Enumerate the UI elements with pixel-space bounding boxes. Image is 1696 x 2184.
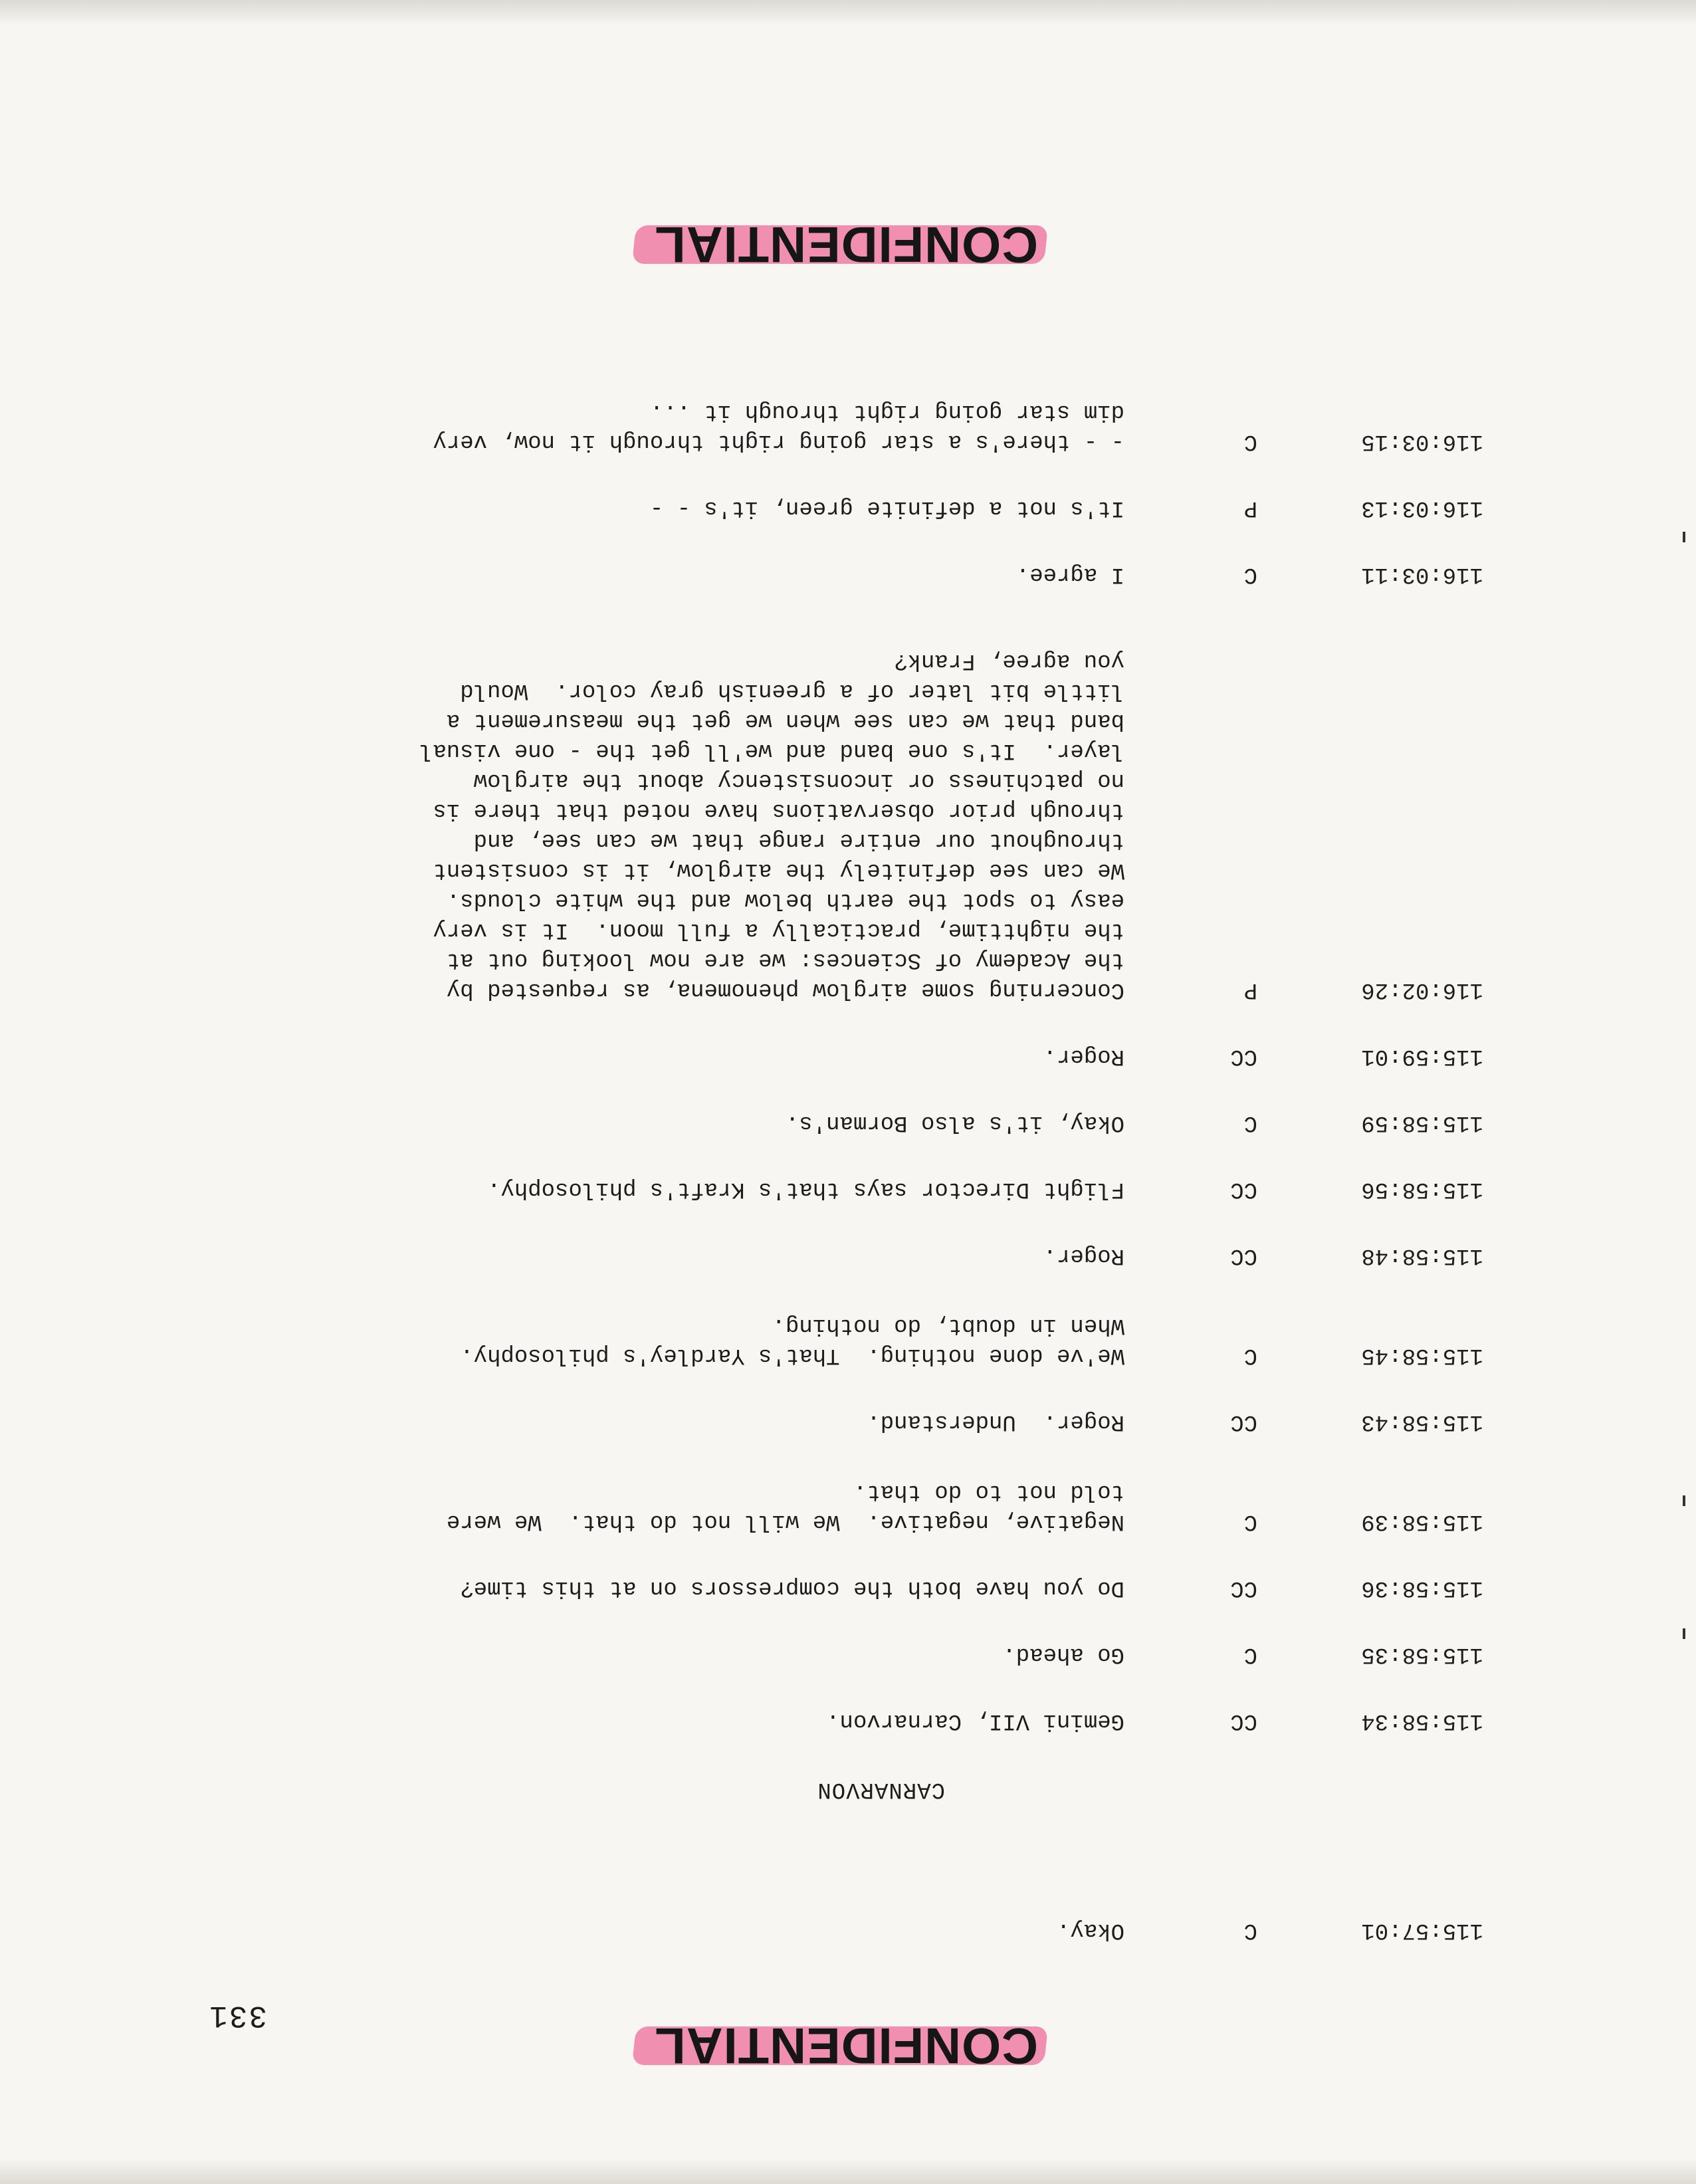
page-number: 331: [208, 1998, 267, 2032]
entry-text: - - there's a star going right through it now, very dim star going right through it ...: [433, 399, 1124, 454]
entry-text: Negative, negative. We will not do that. We were told not to do that.: [446, 1479, 1124, 1534]
entry-text: Flight Director says that's Kraft's philosophy.: [487, 1176, 1124, 1202]
entry-speaker: P: [1243, 495, 1257, 520]
entry-time: 115:58:48: [1361, 1243, 1483, 1268]
entry-speaker: CC: [1230, 1708, 1257, 1733]
entry-speaker: C: [1243, 562, 1257, 587]
entry-speaker: C: [1243, 429, 1257, 454]
entry-time: 115:58:43: [1361, 1409, 1483, 1434]
entry-time: 116:03:13: [1361, 495, 1483, 520]
entry-text: We've done nothing. That's Yardley's philosophy. When in doubt, do nothing.: [460, 1313, 1124, 1368]
entry-time: 115:58:36: [1361, 1575, 1483, 1600]
entry-speaker: C: [1243, 1642, 1257, 1667]
margin-tick-mark: [1683, 532, 1685, 542]
entry-time: 115:58:59: [1361, 1110, 1483, 1135]
margin-tick-mark: [1683, 1495, 1685, 1506]
entry-speaker: C: [1243, 1343, 1257, 1368]
stamp-text: CONFIDENTIAL: [654, 216, 1038, 273]
entry-speaker: C: [1243, 1509, 1257, 1534]
entry-time: 115:58:34: [1361, 1708, 1483, 1733]
section-header: CARNARVON: [817, 1777, 945, 1802]
entry-time: 115:58:39: [1361, 1509, 1483, 1534]
stamp-text: CONFIDENTIAL: [654, 2017, 1038, 2074]
entry-text: I agree.: [1015, 562, 1124, 587]
entry-speaker: C: [1243, 1110, 1257, 1135]
entry-speaker: CC: [1230, 1575, 1257, 1600]
entry-time: 115:59:01: [1361, 1043, 1483, 1069]
entry-text: Roger.: [1043, 1243, 1124, 1268]
entry-speaker: CC: [1230, 1043, 1257, 1069]
entry-text: Roger. Understand.: [867, 1409, 1124, 1434]
page-edge-bottom: [0, 0, 1696, 25]
entry-text: Do you have both the compressors on at this time?: [460, 1575, 1124, 1600]
entry-speaker: CC: [1230, 1409, 1257, 1434]
entry-text: Go ahead.: [1002, 1642, 1124, 1667]
entry-speaker: CC: [1230, 1243, 1257, 1268]
entry-text: Okay, it's also Borman's.: [785, 1110, 1124, 1135]
entry-time: 115:57:01: [1361, 1917, 1483, 1943]
entry-text: Roger.: [1043, 1043, 1124, 1069]
page-edge-top: [0, 2159, 1696, 2184]
entry-speaker: P: [1243, 977, 1257, 1002]
entry-speaker: C: [1243, 1917, 1257, 1943]
entry-time: 115:58:56: [1361, 1176, 1483, 1202]
entry-text: Okay.: [1056, 1917, 1124, 1943]
entry-text: Concerning some airglow phenomena, as requested by the Academy of Sciences: we are now looking out at the nighttime, practically a full moon. It is very easy to spot the earth below and the white clouds. We can see definitely the airglow, it is consistent throughout our entire range that we can see, and through prior observations have noted that there is no patchiness or inconsistency about the airglow layer. It's one band and we'll get the - one visual band that we can see when we get the measurement a little bit later of a greenish gray color. Would you agree, Frank?: [419, 648, 1124, 1002]
entry-time: 116:03:15: [1361, 429, 1483, 454]
entry-time: 115:58:45: [1361, 1343, 1483, 1368]
entry-time: 115:58:35: [1361, 1642, 1483, 1667]
entry-time: 116:02:26: [1361, 977, 1483, 1002]
entry-speaker: CC: [1230, 1176, 1257, 1202]
confidential-stamp-bottom: [613, 213, 1038, 273]
confidential-stamp-top: [613, 2015, 1038, 2074]
entry-text: Gemini VII, Carnarvon.: [826, 1708, 1124, 1733]
entry-text: It's not a definite green, it's - -: [649, 495, 1124, 520]
margin-tick-mark: [1683, 1628, 1685, 1639]
entry-time: 116:03:11: [1361, 562, 1483, 587]
